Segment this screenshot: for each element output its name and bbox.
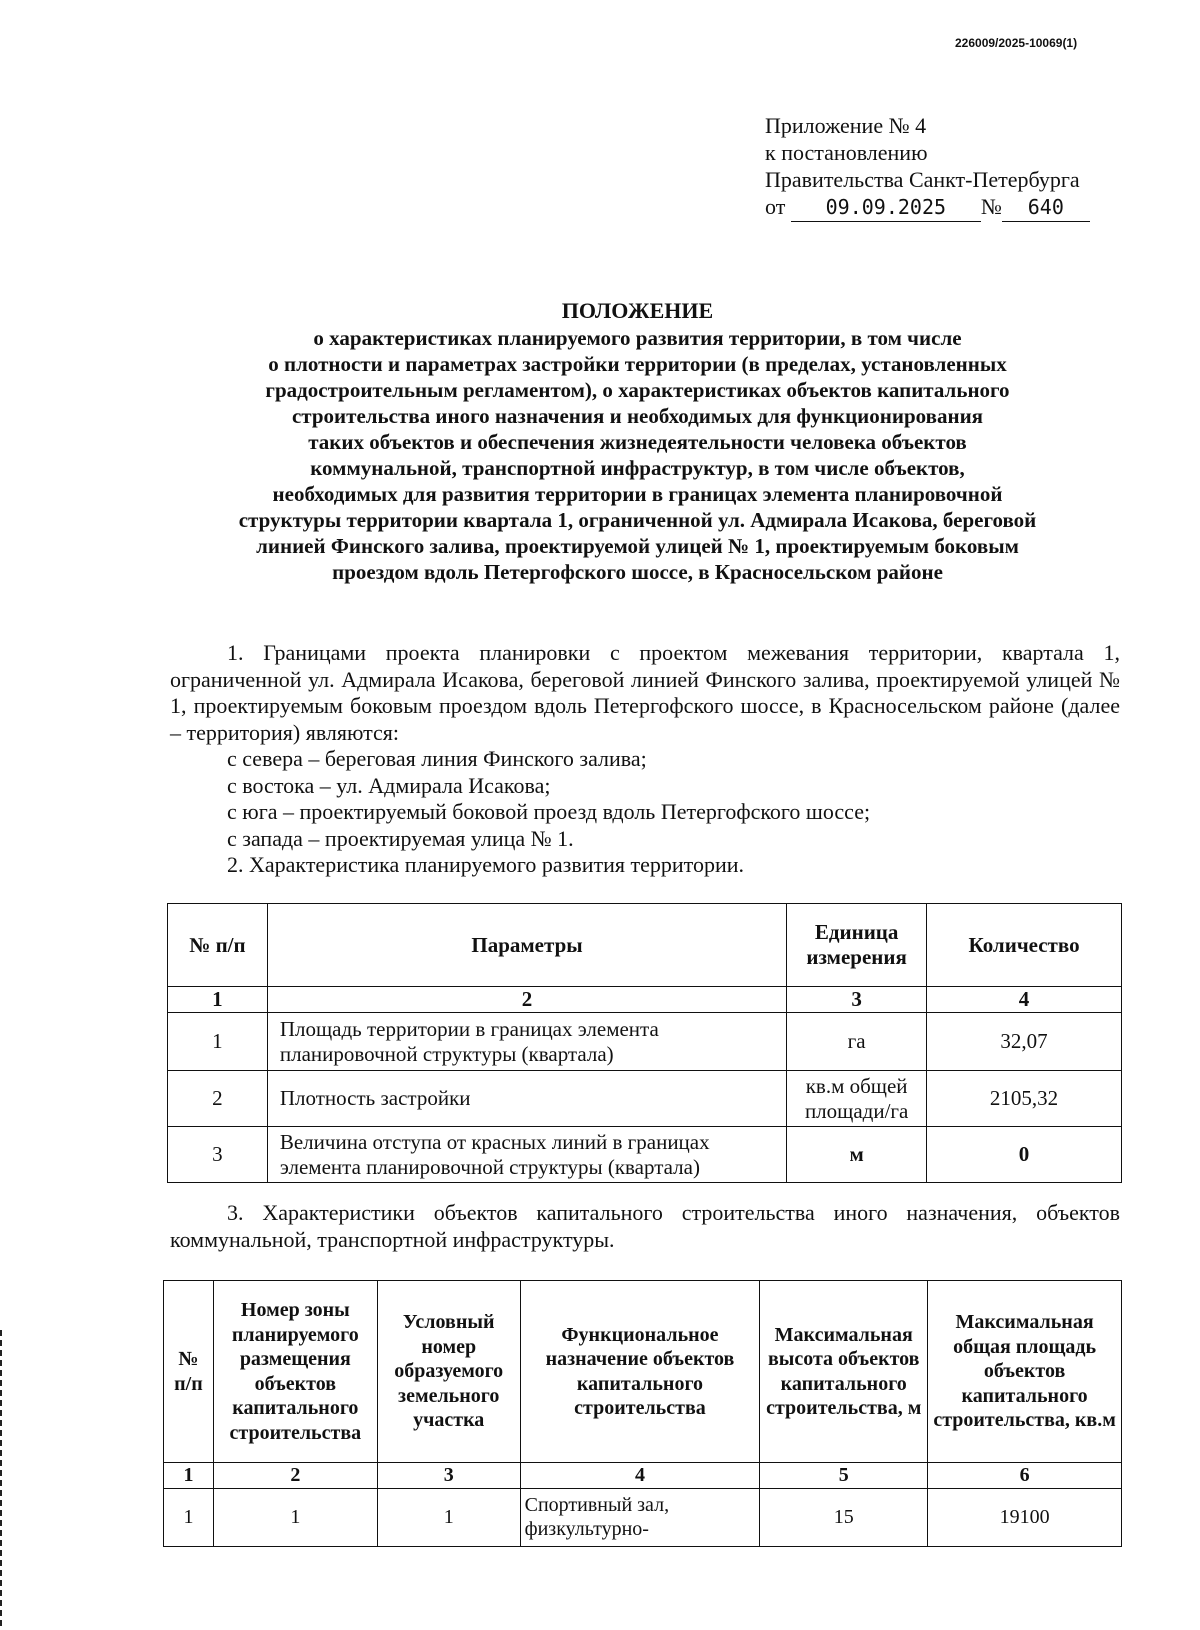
row-zone: 1 [213,1488,377,1546]
decree-number: 640 [1002,194,1090,222]
title-line: о характеристиках планируемого развития территории, в том числе [313,326,962,350]
section-3-paragraph: 3. Характеристики объектов капитального строительства иного назначения, объектов коммунальной, транспортной инфраструктуры. [170,1200,1120,1252]
header-cell: № п/п [168,904,268,987]
decree-date: 09.09.2025 [791,194,981,222]
row-area: 19100 [928,1488,1122,1546]
table-number-row [164,1463,1122,1489]
column-number: 2 [213,1463,377,1489]
document-title [150,298,1125,585]
title-heading: ПОЛОЖЕНИЕ [561,298,714,323]
row-quantity: 32,07 [927,1013,1122,1071]
header-cell: Максимальная высота объектов капитального строительства, м [760,1281,928,1463]
title-line: линией Финского залива, проектируемой улицей № 1, проектируемым боковым [256,534,1019,558]
row-plot: 1 [377,1488,520,1546]
title-line: о плотности и параметрах застройки территории (в пределах, установленных [268,352,1007,376]
column-number: 1 [168,987,268,1013]
row-quantity: 0 [927,1127,1122,1183]
section-3 [170,1200,1120,1253]
header-cell: Количество [927,904,1122,987]
column-number: 3 [787,987,927,1013]
row-parameter: Площадь территории в границах элемента планировочной структуры (квартала) [267,1013,786,1071]
row-height: 15 [760,1488,928,1546]
scan-edge-mark [0,1330,2,1630]
column-number: 4 [520,1463,760,1489]
row-unit: га [787,1013,927,1071]
appendix-line-2: к постановлению [765,140,928,165]
row-purpose: Спортивный зал, физкультурно- [520,1488,760,1546]
header-cell: Условный номер образуемого земельного участка [377,1281,520,1463]
title-line: проездом вдоль Петергофского шоссе, в Красносельском районе [332,560,943,584]
header-cell: Максимальная общая площадь объектов капитального строительства, кв.м [928,1281,1122,1463]
table-row [168,1071,1122,1127]
title-line: строительства иного назначения и необходимых для функционирования [291,404,984,428]
section-2-heading: 2. Характеристика планируемого развития территории. [227,852,745,877]
section-1 [170,640,1120,879]
column-number: 1 [164,1463,214,1489]
column-number: 6 [928,1463,1122,1489]
table-number-row [168,987,1122,1013]
header-cell: Единица измерения [787,904,927,987]
row-quantity: 2105,32 [927,1071,1122,1127]
row-unit: кв.м общей площади/га [787,1071,927,1127]
objects-table [163,1280,1122,1547]
table-row [164,1488,1122,1546]
from-label: от [765,194,786,219]
row-parameter: Плотность застройки [267,1071,786,1127]
header-cell: Функциональное назначение объектов капитального строительства [520,1281,760,1463]
header-cell: Номер зоны планируемого размещения объектов капитального строительства [213,1281,377,1463]
boundary-east: с востока – ул. Адмирала Исакова; [227,772,551,798]
title-line: необходимых для развития территории в границах элемента планировочной [272,482,1003,506]
appendix-line-3: Правительства Санкт-Петербурга [765,167,1080,192]
header-cell: № п/п [164,1281,214,1463]
row-number: 3 [168,1127,268,1183]
header-cell: Параметры [267,904,786,987]
title-line: градостроительным регламентом), о характеристиках объектов капитального [265,378,1010,402]
boundary-south: с юга – проектируемый боковой проезд вдоль Петергофского шоссе; [227,799,871,824]
territory-table [167,903,1122,1183]
table-row [168,1013,1122,1071]
appendix-line-1: Приложение № 4 [765,113,927,138]
title-line: коммунальной, транспортной инфраструктур, в том числе объектов, [310,456,965,480]
row-number: 1 [168,1013,268,1071]
boundary-north: с севера – береговая линия Финского залива; [227,746,647,771]
row-number: 2 [168,1071,268,1127]
appendix-date-line [765,193,1090,222]
column-number: 2 [267,987,786,1013]
column-number: 5 [760,1463,928,1489]
row-number: 1 [164,1488,214,1546]
document-id: 226009/2025-10069(1) [955,36,1078,50]
number-label: № [980,194,1002,219]
title-line: таких объектов и обеспечения жизнедеятельности человека объектов [308,430,967,454]
column-number: 3 [377,1463,520,1489]
table-header-row [168,904,1122,987]
column-number: 4 [927,987,1122,1013]
row-parameter: Величина отступа от красных линий в границах элемента планировочной структуры (квартала) [267,1127,786,1183]
table-row [168,1127,1122,1183]
table-header-row [164,1281,1122,1463]
row-unit: м [787,1127,927,1183]
appendix-block [765,112,1090,222]
section-1-paragraph: 1. Границами проекта планировки с проектом межевания территории, квартала 1, ограниченной ул. Адмирала Исакова, береговой линией Финского залива, проектируемой улицей № 1, проектируемым боковым проездом вдоль Петергофского шоссе, в Красносельском районе (далее – территория) являются: [170,640,1120,745]
title-line: структуры территории квартала 1, ограниченной ул. Адмирала Исакова, береговой [238,508,1037,532]
boundary-west: с запада – проектируемая улица № 1. [227,825,574,851]
